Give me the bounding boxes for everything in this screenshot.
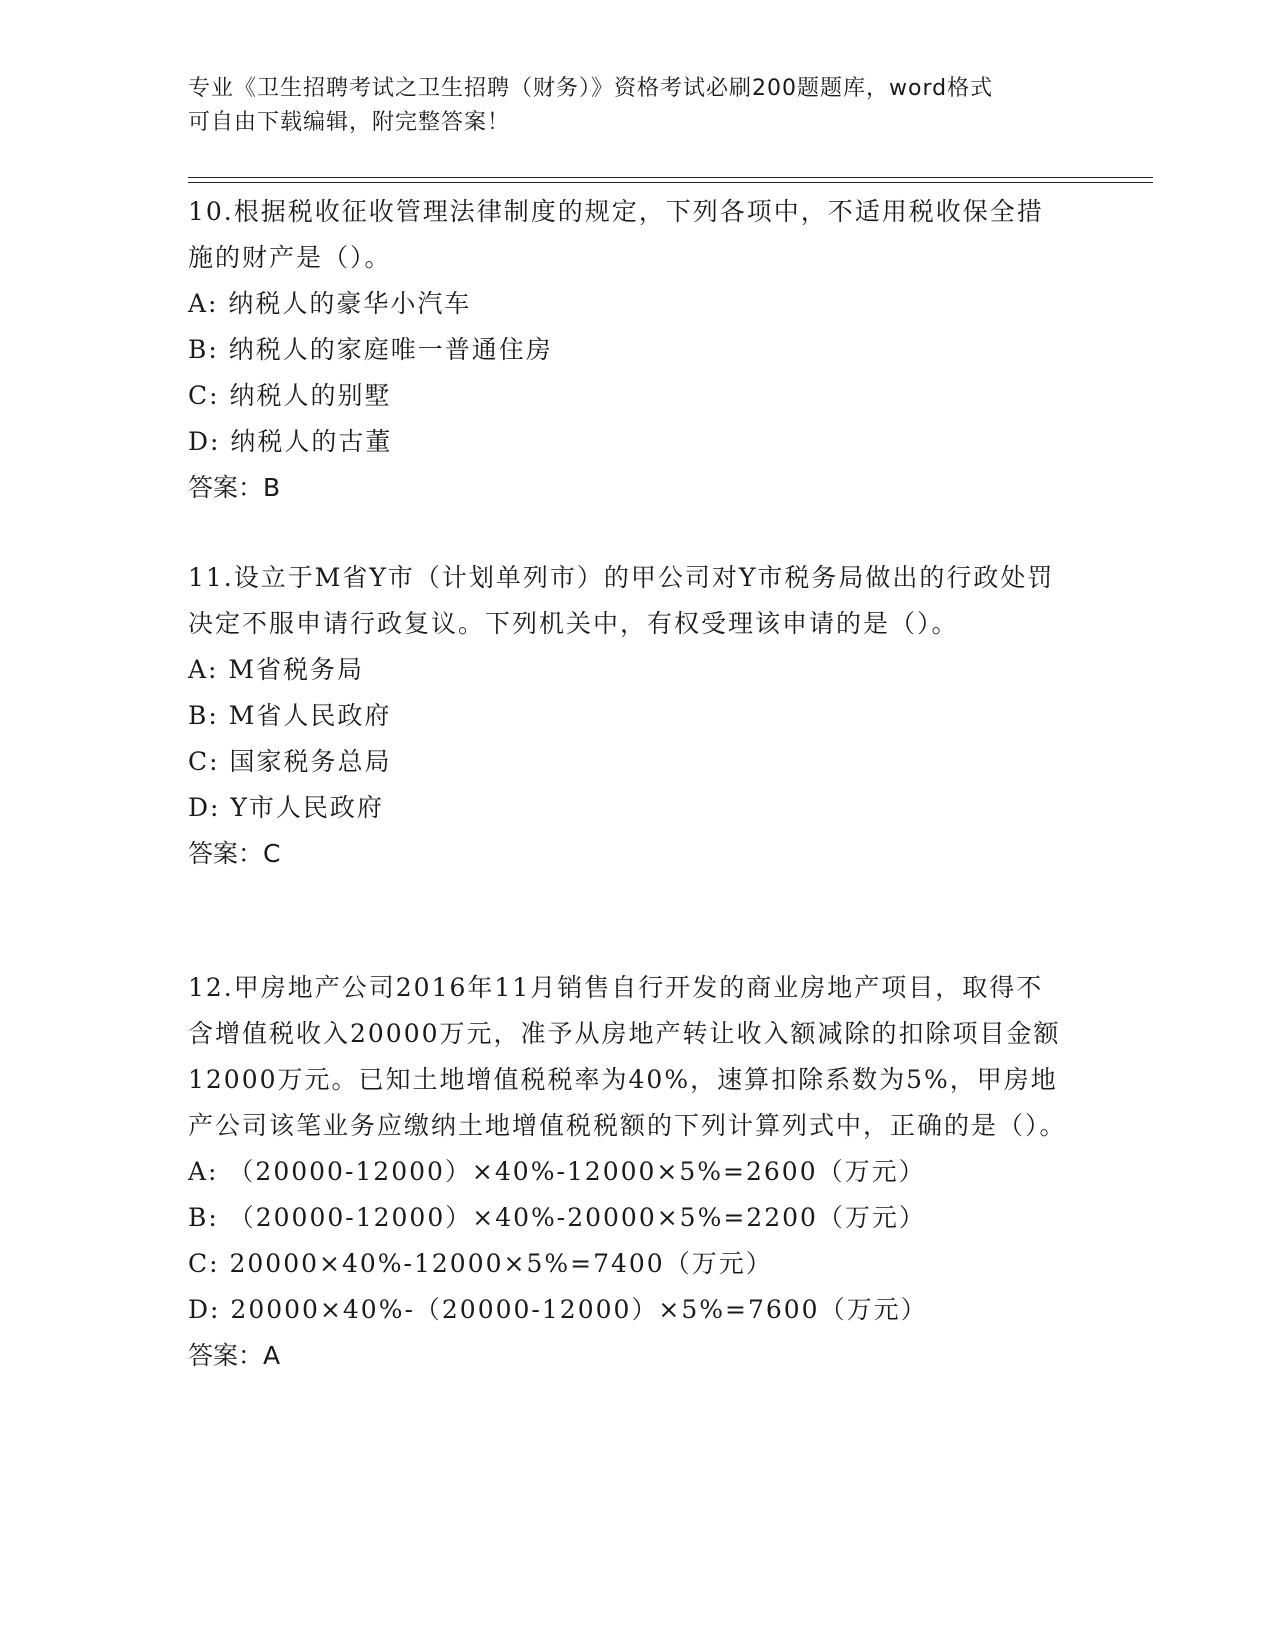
question-11 bbox=[188, 555, 1068, 877]
question-10 bbox=[188, 189, 1068, 511]
question-stem: 10.根据税收征收管理法律制度的规定，下列各项中，不适用税收保全措施的财产是（）。 bbox=[188, 197, 1044, 272]
option-c: C: 纳税人的别墅 bbox=[188, 381, 392, 410]
header-rule-top bbox=[188, 177, 1153, 178]
option-c: C: 20000×40%-12000×5%=7400（万元） bbox=[188, 1249, 773, 1278]
option-b: B: （20000-12000）×40%-20000×5%=2200（万元） bbox=[188, 1203, 926, 1232]
answer: 答案：C bbox=[188, 839, 281, 868]
option-d: D: 20000×40%-（20000-12000）×5%=7600（万元） bbox=[188, 1295, 928, 1324]
question-stem: 12.甲房地产公司2016年11月销售自行开发的商业房地产项目，取得不含增值税收入20000万元，准予从房地产转让收入额减除的扣除项目金额12000万元。已知土地增值税税率为40%，速算扣除系数为5%，甲房地产公司该笔业务应缴纳土地增值税税额的下列计算列式中，正确的是（）。 bbox=[188, 973, 1067, 1140]
header-rule-bottom bbox=[188, 182, 1153, 183]
question-12 bbox=[188, 965, 1068, 1379]
answer: 答案：B bbox=[188, 473, 281, 502]
option-b: B: M省人民政府 bbox=[188, 701, 392, 730]
option-d: D: 纳税人的古董 bbox=[188, 427, 393, 456]
option-a: A: （20000-12000）×40%-12000×5%=2600（万元） bbox=[188, 1157, 926, 1186]
document-header: 专业《卫生招聘考试之卫生招聘（财务）》资格考试必刷200题题库，word格式 可自由下载编辑，附完整答案！ bbox=[188, 76, 994, 135]
option-a: A: M省税务局 bbox=[188, 655, 365, 684]
question-stem: 11.设立于M省Y市（计划单列市）的甲公司对Y市税务局做出的行政处罚决定不服申请行政复议。下列机关中，有权受理该申请的是（）。 bbox=[188, 563, 1055, 638]
answer: 答案：A bbox=[188, 1341, 281, 1370]
option-d: D: Y市人民政府 bbox=[188, 793, 384, 822]
option-c: C: 国家税务总局 bbox=[188, 747, 392, 776]
option-a: A: 纳税人的豪华小汽车 bbox=[188, 289, 472, 318]
option-b: B: 纳税人的家庭唯一普通住房 bbox=[188, 335, 553, 364]
